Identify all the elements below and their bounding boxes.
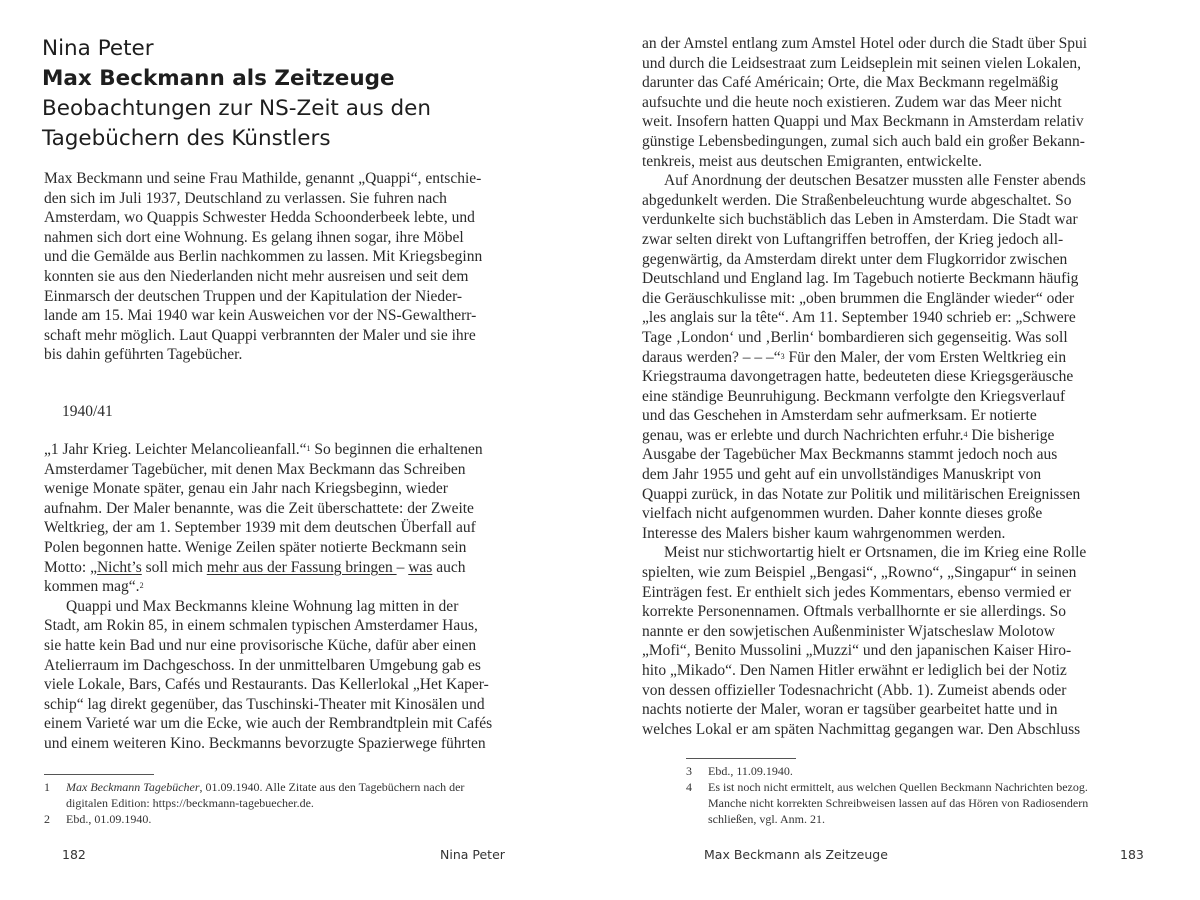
text-line: viele Lokale, Bars, Cafés und Restaurants. Das Kellerlokal „Het Kaper-: [44, 676, 489, 694]
text-line: tenkreis, meist aus deutschen Emigranten, entwickelte.: [642, 152, 983, 170]
text-line: welches Lokal er am späten Nachmittag gegangen war. Den Abschluss: [642, 720, 1081, 738]
footnote-ref[interactable]: 2: [139, 581, 144, 591]
text-line: Weltkrieg, der am 1. September 1939 mit dem deutschen Überfall auf: [44, 519, 476, 537]
text-line: darunter das Café Américain; Orte, die Max Beckmann regelmäßig: [642, 74, 1059, 92]
footnotes-right: [686, 763, 1088, 827]
text-line: Deutschland und England lag. Im Tagebuch notierte Beckmann häufig: [642, 270, 1079, 288]
chapter-subtitle-line-1: Beobachtungen zur NS-Zeit aus den: [42, 96, 432, 121]
text-span: soll mich: [141, 558, 207, 576]
text-line: dem Jahr 1955 und geht auf ein unvollständiges Manuskript von: [642, 466, 1042, 484]
text-line: sie hatte kein Bad und nur eine provisorische Küche, dafür aber einen: [44, 636, 477, 654]
underlined-text: was: [408, 558, 433, 576]
text-line: bis dahin geführten Tagebücher.: [44, 346, 243, 364]
text-line: konnten sie aus den Niederlanden nicht mehr ausreisen und seit dem: [44, 267, 469, 285]
footnote-number: 2: [44, 812, 50, 826]
text-line: eine ständige Beunruhigung. Beckmann verfolgte den Kriegsverlauf: [642, 387, 1066, 405]
text-line: Tage ‚London‘ und ‚Berlin‘ bombardieren sich gegenseitig. Was soll: [642, 328, 1068, 346]
text-line: von dessen offizieller Todesnachricht (Abb. 1). Zumeist abends oder: [642, 681, 1067, 699]
text-line: und durch die Leidsestraat zum Leidseplein mit seinen vielen Lokalen,: [642, 54, 1082, 72]
running-head-right: Max Beckmann als Zeitzeuge: [704, 847, 888, 862]
text-line: Amsterdamer Tagebücher, mit denen Max Beckmann das Schreiben: [44, 460, 466, 478]
text-line: „les anglais sur la tête“. Am 11. September 1940 schrieb er: „Schwere: [642, 309, 1076, 327]
footnotes-left: [44, 779, 464, 827]
chapter-subtitle-line-2: Tagebüchern des Künstlers: [42, 126, 331, 151]
footnote-4: [686, 779, 1088, 795]
text-line: und einem weiteren Kino. Beckmanns bevorzugte Spazierwege führten: [44, 734, 486, 752]
text-line: Amsterdam, wo Quappis Schwester Hedda Schoonderbeek lebte, und: [44, 209, 475, 227]
text-line motto-line: [44, 558, 524, 578]
text-line: und die Gemälde aus Berlin nachkommen zu lassen. Mit Kriegsbeginn: [44, 248, 483, 266]
footnote-text: Es ist noch nicht ermittelt, aus welchen Quellen Beckmann Nachrichten bezog.: [708, 780, 1088, 794]
text-line: [44, 440, 524, 460]
footnote-divider: [44, 774, 154, 775]
text-line: Ausgabe der Tagebücher Max Beckmanns stammt jedoch noch aus: [642, 446, 1058, 464]
text-line: Auf Anordnung der deutschen Besatzer mussten alle Fenster abends: [664, 172, 1086, 190]
footnote-ref[interactable]: 3: [780, 351, 785, 361]
underlined-text: Nicht’s: [96, 558, 142, 576]
text-line: Einmarsch der deutschen Truppen und der Kapitulation der Nieder-: [44, 287, 463, 305]
text-span: Die bisherige: [967, 426, 1055, 444]
text-line: den sich im Juli 1937, Deutschland zu verlassen. Sie fuhren nach: [44, 189, 447, 207]
text-line: hito „Mikado“. Den Namen Hitler erwähnt er lediglich bei der Notiz: [642, 662, 1067, 679]
text-line: gegenwärtig, da Amsterdam direkt unter dem Flugkorridor zwischen: [642, 250, 1068, 268]
footnote-number: 4: [686, 780, 692, 794]
text-line: einem Varieté war um die Ecke, wie auch der Rembrandtplein mit Cafés: [44, 715, 493, 733]
text-line: an der Amstel entlang zum Amstel Hotel oder durch die Stadt über Spui: [642, 35, 1088, 52]
text-line: Max Beckmann und seine Frau Mathilde, genannt „Quappi“, entschie-: [44, 170, 482, 187]
text-line: Interesse des Malers bisher kaum wahrgenommen werden.: [642, 524, 1006, 542]
text-span: Für den Maler, der vom Ersten Weltkrieg ein: [784, 348, 1067, 366]
text-line: [44, 577, 524, 597]
text-line: schaft mehr möglich. Laut Quappi verbrannten der Maler und sie ihre: [44, 326, 476, 344]
text-line: Atelierraum im Dachgeschoss. In der unmittelbaren Umgebung gab es: [44, 656, 481, 674]
text-line: Stadt, am Rokin 85, in einem schmalen typischen Amsterdamer Haus,: [44, 617, 478, 635]
footnote-divider: [686, 758, 796, 759]
text-line: wenige Monate später, genau ein Jahr nach Kriegsbeginn, wieder: [44, 480, 448, 498]
text-line: nahmen sich dort eine Wohnung. Es gelang ihnen sogar, ihre Möbel: [44, 228, 464, 246]
footnote-3: [686, 763, 1088, 779]
text-line: Polen begonnen hatte. Wenige Zeilen später notierte Beckmann sein: [44, 538, 467, 556]
text-span: daraus werden? – – –“: [642, 348, 781, 366]
text-line: Einträgen fest. Er enthielt sich jedes Kommentars, ebenso vermied er: [642, 583, 1072, 601]
footnote-italic-title: Max Beckmann Tagebücher: [66, 780, 200, 794]
text-span: Motto: „: [44, 558, 97, 576]
footnote-text: Ebd., 11.09.1940.: [708, 764, 793, 778]
text-line: Meist nur stichwortartig hielt er Ortsnamen, die im Krieg eine Rolle: [664, 544, 1087, 562]
text-span: kommen mag“.: [44, 578, 140, 596]
page-number-left: 182: [62, 847, 86, 862]
footnote-ref[interactable]: 4: [963, 429, 968, 439]
text-line: lande am 15. Mai 1940 war kein Ausweichen vor der NS-Gewaltherr-: [44, 307, 477, 325]
text-line: aufnahm. Der Maler benannte, was die Zeit überschattete: der Zweite: [44, 499, 474, 517]
text-span: genau, was er erlebte und durch Nachrichten erfuhr.: [642, 426, 964, 444]
text-line: Kriegstrauma davongetragen hatte, bedeuteten diese Kriegsgeräusche: [642, 368, 1074, 386]
text-line: zwar selten direkt von Luftangriffen betroffen, der Krieg jedoch all-: [642, 230, 1064, 248]
footnote-4-continued: [686, 811, 1088, 827]
footnote-1-continued: [44, 795, 464, 811]
footnote-number: 1: [44, 780, 50, 794]
text-line: nannte er den sowjetischen Außenminister Wjatscheslaw Molotow: [642, 622, 1055, 640]
body-text-right: [642, 34, 1142, 739]
text-line: „Mofi“, Benito Mussolini „Muzzi“ und den japanischen Kaiser Hiro-: [642, 642, 1072, 660]
footnote-number: 3: [686, 764, 692, 778]
text-line: [642, 348, 1142, 368]
text-span: –: [396, 558, 409, 576]
text-line: Quappi und Max Beckmanns kleine Wohnung lag mitten in der: [66, 597, 459, 615]
footnote-4-continued: [686, 795, 1088, 811]
text-line: spielten, wie zum Beispiel „Bengasi“, „Rowno“, „Singapur“ in seinen: [642, 564, 1077, 582]
underlined-text: mehr aus der Fassung bringen: [206, 558, 397, 576]
text-line: die Geräuschkulisse mit: „oben brummen die Engländer wieder“ oder: [642, 289, 1075, 307]
text-line: schip“ lag direkt gegenüber, das Tuschinski-Theater mit Kinosälen und: [44, 695, 485, 713]
text-span: auch: [432, 558, 466, 576]
text-line: vielfach nicht aufgenommen wurden. Daher konnte dieses große: [642, 505, 1043, 523]
footnote-text: , 01.09.1940. Alle Zitate aus den Tagebüchern nach der: [199, 780, 465, 794]
intro-paragraph: [44, 169, 524, 365]
text-line: nachts notierte der Maler, woran er tagsüber gearbeitet hatte und in: [642, 701, 1058, 719]
chapter-author: Nina Peter: [42, 36, 154, 61]
text-span: So beginnen die erhaltenen: [310, 441, 483, 458]
footnote-text: Ebd., 01.09.1940.: [66, 812, 152, 826]
page-number-right: 183: [1120, 847, 1144, 862]
footnote-text: Manche nicht korrekten Schreibweisen lassen auf das Hören von Radiosendern: [708, 796, 1089, 810]
footnote-ref[interactable]: 1: [306, 444, 311, 453]
text-line: weit. Insofern hatten Quappi und Max Beckmann in Amsterdam relativ: [642, 113, 1084, 131]
footnote-1: [44, 779, 464, 795]
running-head-left: Nina Peter: [440, 847, 505, 862]
right-page: [600, 0, 1200, 900]
footnote-2: [44, 811, 464, 827]
text-line: günstige Lebensbedingungen, zumal sich auch bald ein großer Bekann-: [642, 132, 1085, 150]
section-heading: 1940/41: [62, 403, 113, 420]
text-line: [642, 426, 1142, 446]
text-line: aufsuchte und die heute noch existieren. Zudem war das Meer nicht: [642, 93, 1062, 111]
body-text-left: [44, 440, 524, 754]
text-line: verdunkelte sich buchstäblich das Leben in Amsterdam. Die Stadt war: [642, 211, 1078, 229]
text-line: korrekte Personennamen. Oftmals verballhornte er sie allerdings. So: [642, 603, 1066, 621]
chapter-title-block: [42, 34, 562, 154]
footnote-text: schließen, vgl. Anm. 21.: [708, 812, 825, 826]
quote-text: „1 Jahr Krieg. Leichter Melancolieanfall.“: [44, 441, 307, 458]
text-line: abgedunkelt werden. Die Straßenbeleuchtung wurde abgeschaltet. So: [642, 191, 1072, 209]
footnote-text: digitalen Edition: https://beckmann-tagebuecher.de.: [66, 796, 314, 810]
text-line: Quappi zurück, in das Notate zur Politik und militärischen Ereignissen: [642, 485, 1081, 503]
chapter-title: Max Beckmann als Zeitzeuge: [42, 66, 395, 91]
text-line: und das Geschehen in Amsterdam sehr aufmerksam. Er notierte: [642, 407, 1037, 425]
